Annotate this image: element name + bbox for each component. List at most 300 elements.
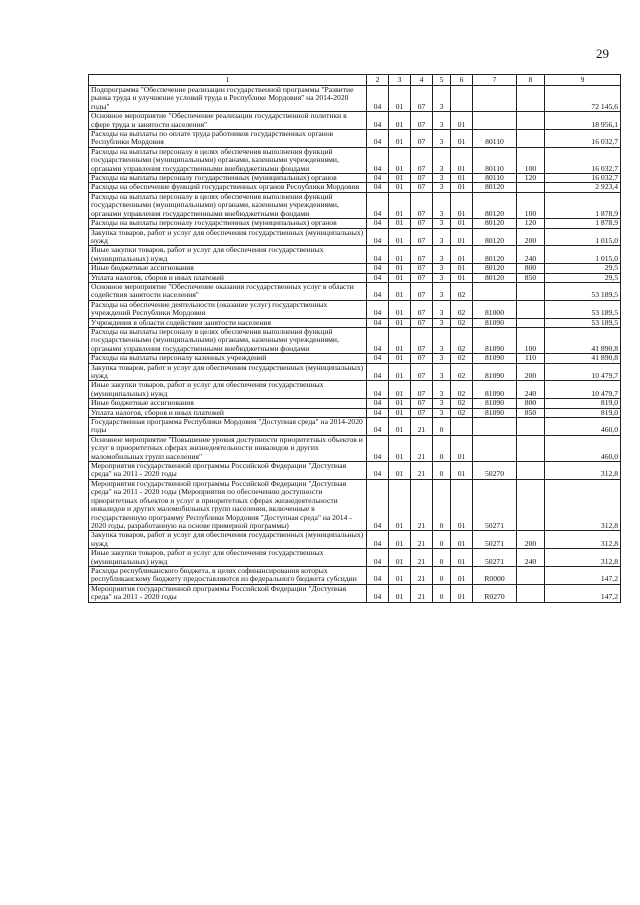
subsection-code: 01 [389,228,411,246]
section-code: 04 [367,479,389,530]
subprogram-code: 0 [433,584,451,602]
event-code: 01 [451,273,473,282]
subsection-code: 01 [389,584,411,602]
row-name: Расходы республиканского бюджета, в целях софинансирования которых республиканскому бюджету предоставляются из федерального бюджета субсидии [89,566,367,584]
section-code: 04 [367,273,389,282]
section-code: 04 [367,435,389,461]
subsection-code: 01 [389,112,411,130]
subsection-code: 01 [389,282,411,300]
column-header-7: 7 [473,75,517,86]
direction-code: 81090 [473,381,517,399]
column-header-8: 8 [517,75,545,86]
subsection-code: 01 [389,354,411,363]
direction-code: R0270 [473,584,517,602]
row-name: Расходы на выплаты персоналу государственных (муниципальных) органов [89,174,367,183]
subsection-code: 01 [389,531,411,549]
table-row [89,381,621,399]
expense-type-code [517,462,545,480]
subsection-code: 01 [389,264,411,273]
row-name: Расходы на выплаты персоналу в целях обеспечения выполнения функций государственными (муниципальными) органами, казенными учреждениями, органами управления государственными внебюджетными фондами [89,147,367,173]
expense-type-code: 240 [517,246,545,264]
row-name: Основное мероприятие "Повышение уровня доступности приоритетных объектов и услуг в приоритетных сферах жизнедеятельности инвалидов и других маломобильных групп населения" [89,435,367,461]
row-name: Основное мероприятие "Обеспечение оказания государственных услуг в области содействия занятости населения" [89,282,367,300]
program-code: 21 [411,479,433,530]
event-code: 01 [451,174,473,183]
page-number: 29 [596,46,609,61]
row-amount: 16 032,7 [545,174,621,183]
program-code: 07 [411,264,433,273]
table-row [89,174,621,183]
subprogram-code: 3 [433,318,451,327]
row-name: Мероприятия государственной программы Российской Федерации "Доступная среда" на 2011 - 2020 годы [89,584,367,602]
expense-type-code [517,318,545,327]
row-name: Основное мероприятие "Обеспечение реализации государственной политики в сфере труда и занятости населения" [89,112,367,130]
subsection-code: 01 [389,192,411,218]
program-code: 07 [411,273,433,282]
table-row [89,219,621,228]
section-code: 04 [367,531,389,549]
direction-code: 80120 [473,192,517,218]
program-code: 21 [411,549,433,567]
expense-type-code: 850 [517,408,545,417]
direction-code: 81090 [473,408,517,417]
row-amount: 72 145,6 [545,86,621,112]
event-code: 01 [451,479,473,530]
event-code: 01 [451,435,473,461]
row-name: Расходы на выплаты персоналу казенных учреждений [89,354,367,363]
expense-type-code: 240 [517,381,545,399]
program-code: 21 [411,566,433,584]
subprogram-code: 3 [433,282,451,300]
table-row [89,246,621,264]
section-code: 04 [367,86,389,112]
table-row [89,282,621,300]
row-amount: 53 189,5 [545,282,621,300]
subprogram-code: 0 [433,462,451,480]
subprogram-code: 0 [433,566,451,584]
direction-code: 81000 [473,300,517,318]
event-code: 01 [451,246,473,264]
section-code: 04 [367,130,389,148]
event-code: 01 [451,130,473,148]
section-code: 04 [367,112,389,130]
column-header-9: 9 [545,75,621,86]
direction-code [473,112,517,130]
subsection-code: 01 [389,300,411,318]
subsection-code: 01 [389,183,411,192]
expense-type-code: 200 [517,531,545,549]
subprogram-code: 3 [433,183,451,192]
budget-table [88,74,621,603]
row-amount: 29,5 [545,273,621,282]
expense-type-code: 120 [517,174,545,183]
program-code: 21 [411,435,433,461]
table-row [89,566,621,584]
table-row [89,86,621,112]
direction-code: 80110 [473,174,517,183]
expense-type-code [517,300,545,318]
table-row [89,318,621,327]
table-header-row [89,75,621,86]
direction-code: 50271 [473,479,517,530]
row-amount: 53 189,5 [545,318,621,327]
direction-code: 80120 [473,228,517,246]
event-code [451,86,473,112]
subprogram-code: 3 [433,112,451,130]
event-code: 01 [451,531,473,549]
subsection-code: 01 [389,273,411,282]
expense-type-code [517,112,545,130]
row-amount: 1 878,9 [545,192,621,218]
subprogram-code: 3 [433,327,451,353]
table-row [89,327,621,353]
section-code: 04 [367,246,389,264]
subsection-code: 01 [389,130,411,148]
event-code: 01 [451,192,473,218]
expense-type-code [517,86,545,112]
column-header-3: 3 [389,75,411,86]
section-code: 04 [367,147,389,173]
table-row [89,435,621,461]
subprogram-code: 3 [433,219,451,228]
subprogram-code: 3 [433,192,451,218]
program-code: 07 [411,174,433,183]
section-code: 04 [367,282,389,300]
event-code: 02 [451,363,473,381]
subprogram-code: 0 [433,479,451,530]
column-header-4: 4 [411,75,433,86]
subsection-code: 01 [389,147,411,173]
expense-type-code: 850 [517,273,545,282]
table-row [89,112,621,130]
subprogram-code: 0 [433,531,451,549]
row-name: Расходы на выплаты персоналу в целях обеспечения выполнения функций государственными (муниципальными) органами, казенными учреждениями, органами управления государственными внебюджетными фондами [89,192,367,218]
row-amount: 1 878,9 [545,219,621,228]
subprogram-code: 3 [433,273,451,282]
subprogram-code: 3 [433,246,451,264]
subsection-code: 01 [389,479,411,530]
program-code: 21 [411,418,433,436]
event-code: 02 [451,282,473,300]
subsection-code: 01 [389,219,411,228]
subprogram-code: 3 [433,228,451,246]
expense-type-code [517,282,545,300]
subprogram-code: 3 [433,408,451,417]
program-code: 07 [411,354,433,363]
table-row [89,300,621,318]
direction-code: 80120 [473,264,517,273]
table-row [89,549,621,567]
direction-code: 80120 [473,219,517,228]
column-header-5: 5 [433,75,451,86]
subsection-code: 01 [389,549,411,567]
row-amount: 312,8 [545,531,621,549]
row-amount: 460,0 [545,418,621,436]
program-code: 07 [411,327,433,353]
section-code: 04 [367,408,389,417]
subsection-code: 01 [389,174,411,183]
row-amount: 10 479,7 [545,381,621,399]
subsection-code: 01 [389,462,411,480]
row-amount: 460,0 [545,435,621,461]
subprogram-code: 3 [433,300,451,318]
section-code: 04 [367,264,389,273]
row-name: Иные закупки товаров, работ и услуг для обеспечения государственных (муниципальных) нужд [89,246,367,264]
row-amount: 41 890,8 [545,354,621,363]
direction-code [473,435,517,461]
expense-type-code: 100 [517,147,545,173]
row-name: Мероприятия государственной программы Российской Федерации "Доступная среда" на 2011 - 2020 годы (Мероприятия по обеспечению доступности приоритетных объектов и услуг в приоритетных сферах жизнедеятельности инвалидов и других маломобильных групп населения, включенные в государственную программу Республики Мордовия "Доступная среда" на 2014 - 2020 годы, разработанную на основе примерной программы) [89,479,367,530]
direction-code: 80120 [473,273,517,282]
program-code: 07 [411,300,433,318]
section-code: 04 [367,318,389,327]
section-code: 04 [367,418,389,436]
event-code: 01 [451,584,473,602]
row-name: Уплата налогов, сборов и иных платежей [89,273,367,282]
expense-type-code: 200 [517,363,545,381]
event-code: 02 [451,408,473,417]
subprogram-code: 3 [433,399,451,408]
expense-type-code: 240 [517,549,545,567]
direction-code: 80110 [473,130,517,148]
row-name: Иные закупки товаров, работ и услуг для обеспечения государственных (муниципальных) нужд [89,549,367,567]
event-code: 02 [451,318,473,327]
section-code: 04 [367,354,389,363]
subprogram-code: 0 [433,549,451,567]
expense-type-code: 800 [517,264,545,273]
expense-type-code [517,479,545,530]
expense-type-code [517,130,545,148]
subsection-code: 01 [389,399,411,408]
direction-code: 50270 [473,462,517,480]
table-row [89,418,621,436]
row-amount: 16 032,7 [545,130,621,148]
subprogram-code: 3 [433,264,451,273]
program-code: 07 [411,246,433,264]
subprogram-code: 3 [433,147,451,173]
section-code: 04 [367,549,389,567]
program-code: 07 [411,192,433,218]
section-code: 04 [367,219,389,228]
direction-code: 81090 [473,354,517,363]
direction-code: 81090 [473,363,517,381]
subprogram-code: 0 [433,435,451,461]
event-code: 01 [451,112,473,130]
row-name: Закупка товаров, работ и услуг для обеспечения государственных (муниципальных) нужд [89,531,367,549]
expense-type-code: 110 [517,354,545,363]
event-code: 01 [451,566,473,584]
direction-code: R0000 [473,566,517,584]
row-name: Учреждения в области содействия занятости населения [89,318,367,327]
table-row [89,479,621,530]
row-name: Иные бюджетные ассигнования [89,399,367,408]
event-code: 01 [451,549,473,567]
expense-type-code [517,566,545,584]
expense-type-code [517,183,545,192]
event-code: 02 [451,381,473,399]
expense-type-code: 100 [517,192,545,218]
program-code: 07 [411,381,433,399]
row-amount: 312,8 [545,462,621,480]
direction-code: 80120 [473,246,517,264]
program-code: 07 [411,130,433,148]
subsection-code: 01 [389,86,411,112]
row-amount: 147,2 [545,584,621,602]
event-code: 02 [451,300,473,318]
program-code: 21 [411,531,433,549]
table-row [89,408,621,417]
subsection-code: 01 [389,435,411,461]
subprogram-code: 3 [433,130,451,148]
subsection-code: 01 [389,566,411,584]
direction-code: 50271 [473,549,517,567]
row-amount: 1 015,0 [545,228,621,246]
subprogram-code: 3 [433,354,451,363]
section-code: 04 [367,363,389,381]
subsection-code: 01 [389,246,411,264]
row-amount: 819,0 [545,399,621,408]
section-code: 04 [367,327,389,353]
program-code: 07 [411,318,433,327]
event-code: 01 [451,228,473,246]
table-row [89,147,621,173]
expense-type-code [517,435,545,461]
table-body [89,86,621,603]
subsection-code: 01 [389,381,411,399]
program-code: 07 [411,363,433,381]
subprogram-code: 3 [433,86,451,112]
row-name: Расходы на выплаты персоналу в целях обеспечения выполнения функций государственными (муниципальными) органами, казенными учреждениями, органами управления государственными внебюджетными фондами [89,327,367,353]
expense-type-code: 800 [517,399,545,408]
event-code: 02 [451,327,473,353]
section-code: 04 [367,462,389,480]
program-code: 07 [411,282,433,300]
table-row [89,399,621,408]
row-amount: 147,2 [545,566,621,584]
section-code: 04 [367,566,389,584]
section-code: 04 [367,584,389,602]
table-row [89,192,621,218]
section-code: 04 [367,228,389,246]
program-code: 07 [411,219,433,228]
expense-type-code: 200 [517,228,545,246]
event-code: 01 [451,264,473,273]
event-code: 02 [451,354,473,363]
event-code: 01 [451,462,473,480]
subsection-code: 01 [389,318,411,327]
row-name: Иные закупки товаров, работ и услуг для обеспечения государственных (муниципальных) нужд [89,381,367,399]
program-code: 07 [411,183,433,192]
row-name: Расходы на выплаты персоналу государственных (муниципальных) органов [89,219,367,228]
subsection-code: 01 [389,418,411,436]
program-code: 21 [411,584,433,602]
subprogram-code: 3 [433,174,451,183]
section-code: 04 [367,399,389,408]
expense-type-code [517,584,545,602]
table-row [89,130,621,148]
subsection-code: 01 [389,327,411,353]
subsection-code: 01 [389,408,411,417]
column-header-1: 1 [89,75,367,86]
row-amount: 18 956,1 [545,112,621,130]
direction-code [473,86,517,112]
table-row [89,183,621,192]
row-amount: 819,0 [545,408,621,417]
subprogram-code: 0 [433,418,451,436]
direction-code: 81090 [473,399,517,408]
program-code: 07 [411,112,433,130]
row-name: Подпрограмма "Обеспечение реализации государственной программы "Развитие рынка труда и улучшение условий труда в Республике Мордовия" на 2014-2020 годы" [89,86,367,112]
event-code: 01 [451,147,473,173]
row-amount: 41 890,8 [545,327,621,353]
row-amount: 312,8 [545,479,621,530]
row-name: Расходы на обеспечение функций государственных органов Республики Мордовия [89,183,367,192]
section-code: 04 [367,174,389,183]
table-row [89,363,621,381]
direction-code: 80120 [473,183,517,192]
event-code: 01 [451,183,473,192]
table-row [89,228,621,246]
section-code: 04 [367,381,389,399]
table-row [89,531,621,549]
program-code: 07 [411,86,433,112]
column-header-2: 2 [367,75,389,86]
program-code: 07 [411,228,433,246]
row-name: Закупка товаров, работ и услуг для обеспечения государственных (муниципальных) нужд [89,228,367,246]
expense-type-code: 120 [517,219,545,228]
column-header-6: 6 [451,75,473,86]
row-amount: 312,8 [545,549,621,567]
event-code: 01 [451,219,473,228]
row-name: Расходы на обеспечение деятельности (оказание услуг) государственных учреждений Республики Мордовия [89,300,367,318]
table-row [89,462,621,480]
subsection-code: 01 [389,363,411,381]
program-code: 21 [411,462,433,480]
subprogram-code: 3 [433,381,451,399]
program-code: 07 [411,399,433,408]
table-row [89,354,621,363]
row-amount: 1 015,0 [545,246,621,264]
row-name: Расходы на выплаты по оплате труда работников государственных органов Республики Мордовия [89,130,367,148]
direction-code: 81090 [473,318,517,327]
row-amount: 16 032,7 [545,147,621,173]
direction-code [473,282,517,300]
row-amount: 29,5 [545,264,621,273]
direction-code: 50271 [473,531,517,549]
expense-type-code: 100 [517,327,545,353]
row-name: Закупка товаров, работ и услуг для обеспечения государственных (муниципальных) нужд [89,363,367,381]
program-code: 07 [411,408,433,417]
row-name: Государственная программа Республики Мордовия "Доступная среда" на 2014-2020 годы [89,418,367,436]
event-code [451,418,473,436]
subprogram-code: 3 [433,363,451,381]
direction-code [473,418,517,436]
program-code: 07 [411,147,433,173]
section-code: 04 [367,183,389,192]
row-name: Уплата налогов, сборов и иных платежей [89,408,367,417]
row-amount: 53 189,5 [545,300,621,318]
section-code: 04 [367,300,389,318]
direction-code: 81090 [473,327,517,353]
row-name: Иные бюджетные ассигнования [89,264,367,273]
row-amount: 2 923,4 [545,183,621,192]
expense-type-code [517,418,545,436]
table-row [89,264,621,273]
row-amount: 10 479,7 [545,363,621,381]
direction-code: 80110 [473,147,517,173]
table-row [89,584,621,602]
table-row [89,273,621,282]
